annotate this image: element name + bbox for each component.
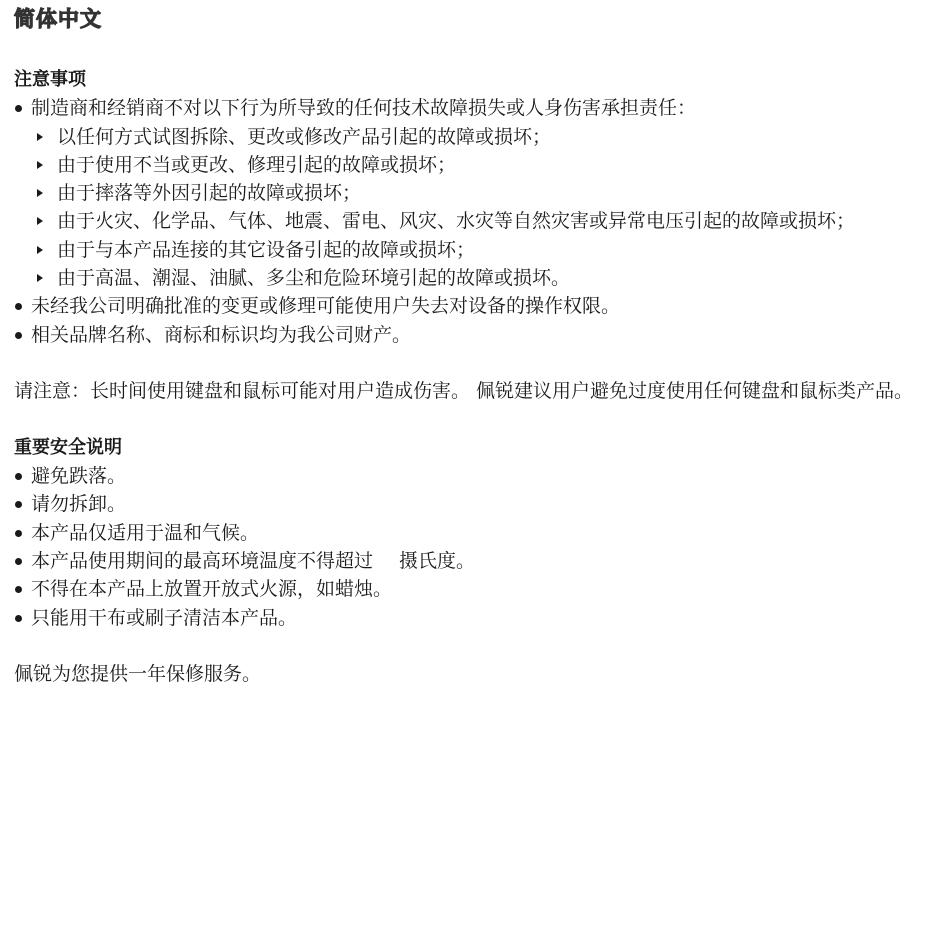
temperature-unit: 摄氏度。 [399,550,476,573]
safety-heading: 重要安全说明 [14,436,122,458]
safety-temperature-text: 本产品使用期间的最高环境温度不得超过 [31,550,374,573]
notice-bullet-liability: 制造商和经销商不对以下行为所导致的任何技术故障损失或人身伤害承担责任： [14,94,940,122]
notice-sub-item: 以任何方式试图拆除、更改或修改产品引起的故障或损坏； [14,123,940,151]
safety-item: 请勿拆卸。 [14,490,940,518]
notice-sub-item: 由于高温、潮湿、油腻、多尘和危险环境引起的故障或损坏。 [14,264,940,292]
safety-item: 避免跌落。 [14,462,940,490]
language-title: 简体中文 [14,7,102,31]
spacer [14,349,940,377]
notice-sub-item: 由于与本产品连接的其它设备引起的故障或损坏； [14,236,940,264]
safety-item: 本产品仅适用于温和气候。 [14,519,940,547]
notice-sub-item: 由于摔落等外因引起的故障或损坏； [14,179,940,207]
safety-item: 不得在本产品上放置开放式火源，如蜡烛。 [14,575,940,603]
notice-bullet-modification: 未经我公司明确批准的变更或修理可能使用户失去对设备的操作权限。 [14,292,940,320]
warranty-text: 佩锐为您提供一年保修服务。 [14,663,262,686]
spacer [14,632,940,660]
spacer [14,406,940,434]
caution-paragraph: 请注意：长时间使用键盘和鼠标可能对用户造成伤害。 佩锐建议用户避免过度使用任何键盘和鼠标类产品。 [14,380,914,403]
notice-sub-item: 由于火灾、化学品、气体、地震、雷电、风灾、水灾等自然灾害或异常电压引起的故障或损坏； [14,207,940,235]
notice-bullet-trademark: 相关品牌名称、商标和标识均为我公司财产。 [14,321,940,349]
manual-content [14,66,940,689]
notice-sub-item: 由于使用不当或更改、修理引起的故障或损坏； [14,151,940,179]
notice-heading: 注意事项 [14,69,86,90]
safety-item: 只能用干布或刷子清洁本产品。 [14,604,940,632]
safety-item-temperature [14,547,940,575]
